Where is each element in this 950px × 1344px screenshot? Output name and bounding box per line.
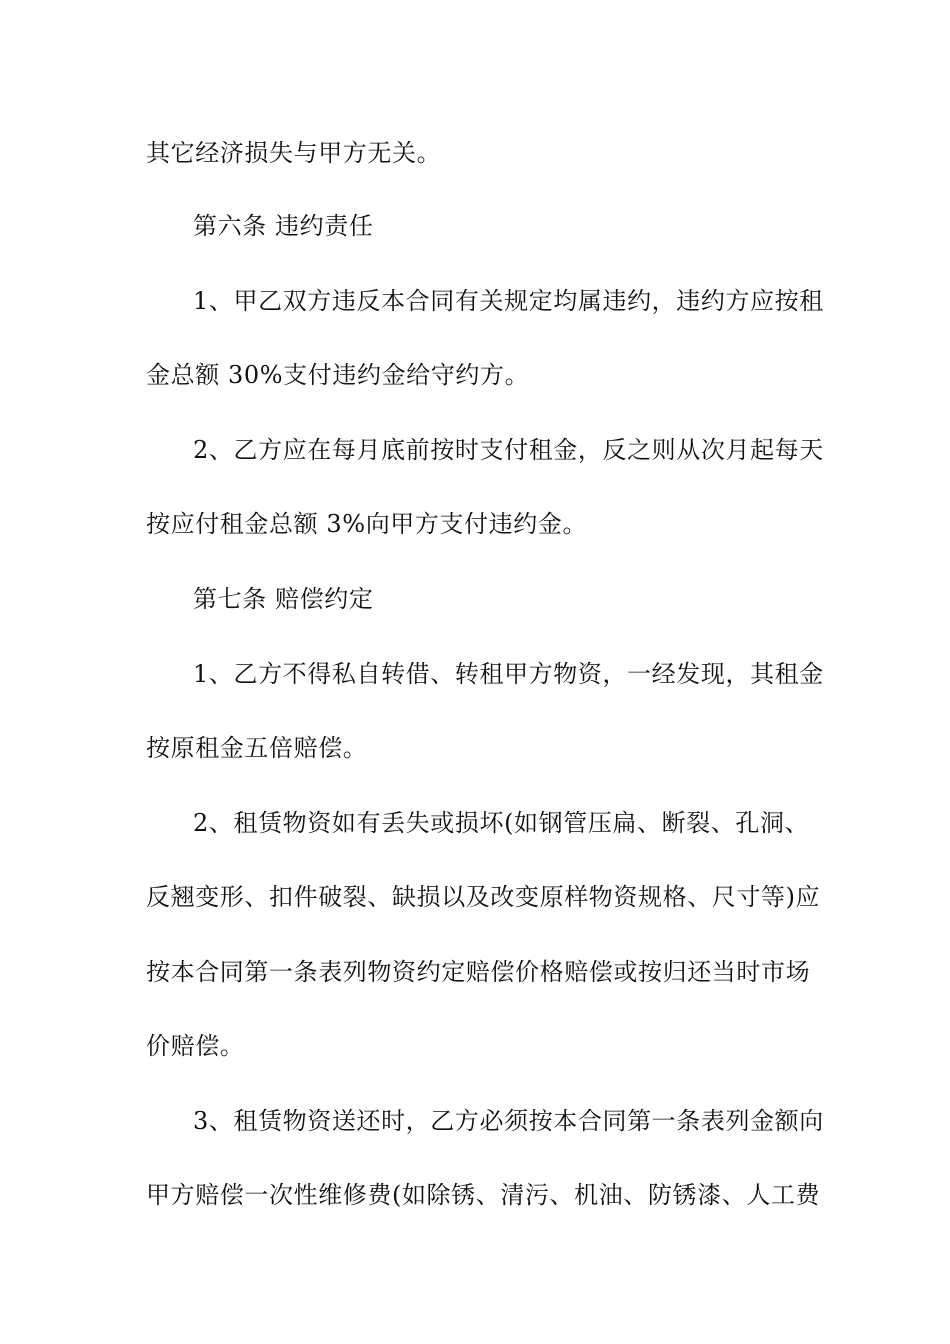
article-6-clause-1-line-2: 金总额 30%支付违约金给守约方。 xyxy=(146,361,530,389)
text-line-continuation: 其它经济损失与甲方无关。 xyxy=(146,139,442,167)
article-6-clause-2-line-1: 2、乙方应在每月底前按时支付租金，反之则从次月起每天 xyxy=(193,436,824,464)
article-7-clause-1-line-2: 按原租金五倍赔偿。 xyxy=(146,734,368,762)
article-7-clause-2-line-1: 2、租赁物资如有丢失或损坏(如钢管压扁、断裂、孔洞、 xyxy=(193,809,810,837)
article-7-clause-2-line-2: 反翘变形、扣件破裂、缺损以及改变原样物资规格、尺寸等)应 xyxy=(146,883,821,911)
article-6-heading: 第六条 违约责任 xyxy=(193,212,374,240)
article-7-clause-3-line-1: 3、租赁物资送还时，乙方必须按本合同第一条表列金额向 xyxy=(193,1107,824,1135)
article-6-clause-1-line-1: 1、甲乙双方违反本合同有关规定均属违约，违约方应按租 xyxy=(193,287,824,315)
article-6-clause-2-line-2: 按应付租金总额 3%向甲方支付违约金。 xyxy=(146,510,588,538)
article-7-clause-2-line-3: 按本合同第一条表列物资约定赔偿价格赔偿或按归还当时市场 xyxy=(146,958,811,986)
article-7-clause-2-line-4: 价赔偿。 xyxy=(146,1032,245,1060)
article-7-clause-1-line-1: 1、乙方不得私自转借、转租甲方物资，一经发现，其租金 xyxy=(193,660,824,688)
article-7-heading: 第七条 赔偿约定 xyxy=(193,585,374,613)
article-7-clause-3-line-2: 甲方赔偿一次性维修费(如除锈、清污、机油、防锈漆、人工费 xyxy=(146,1181,821,1209)
